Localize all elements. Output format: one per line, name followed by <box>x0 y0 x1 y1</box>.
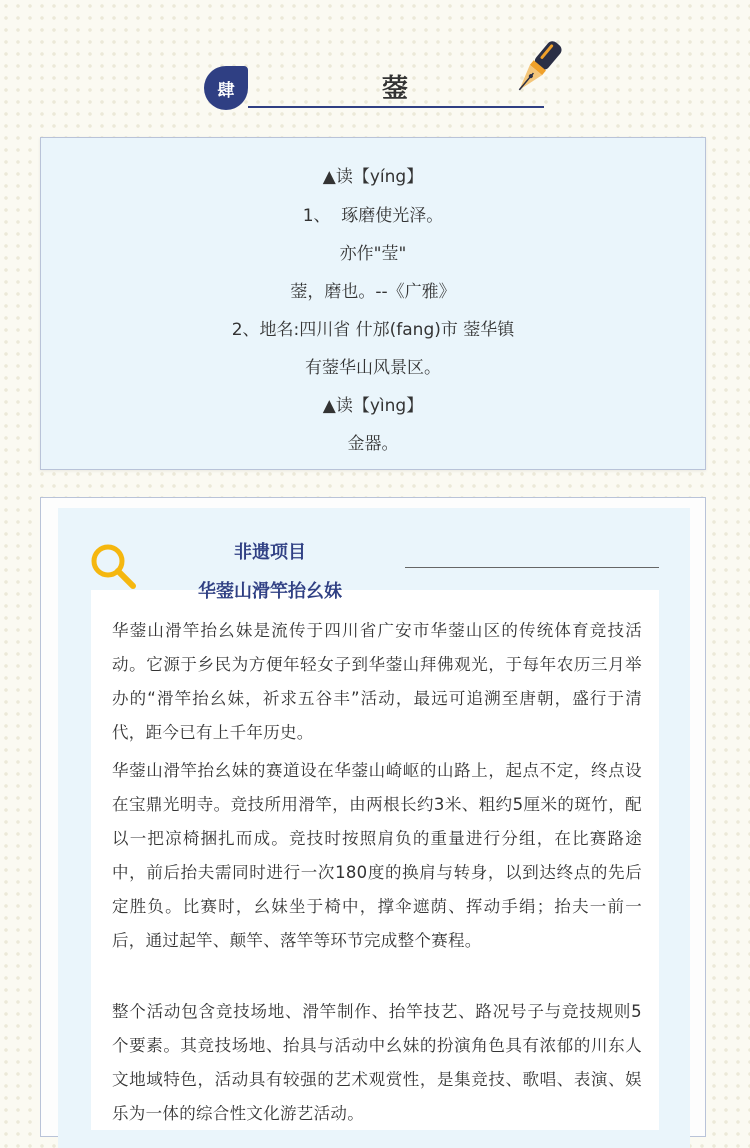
heritage-paragraph: 华蓥山滑竿抬幺妹的赛道设在华蓥山崎岖的山路上，起点不定，终点设在宝鼎光明寺。竞技所用滑竿，由两根长约3米、粗约5厘米的斑竹，配以一把凉椅捆扎而成。竞技时按照肩负的重量进行分组，在比赛路途中，前后抬夫需同时进行一次180度的换肩与转身，以到达终点的先后定胜负。比赛时，幺妹坐于椅中，撑伞遮荫、挥动手绢；抬夫一前一后，通过起竿、颠竿、落竿等环节完成整个赛程。 <box>112 761 642 950</box>
fountain-pen-icon <box>508 38 564 102</box>
heritage-paragraph: 整个活动包含竞技场地、滑竿制作、抬竿技艺、路况号子与竞技规则5个要素。其竞技场地、抬具与活动中幺妹的扮演角色具有浓郁的川东人文地域特色，活动具有较强的艺术观赏性，是集竞技、歌唱、表演、娱乐为一体的综合性文化游艺活动。 <box>112 1002 642 1123</box>
heritage-title: 华蓥山滑竿抬幺妹 <box>198 581 342 602</box>
title-underline <box>248 106 544 108</box>
definition-line: 1、 琢磨使光泽。 <box>302 206 444 226</box>
heritage-paragraph: 华蓥山滑竿抬幺妹是流传于四川省广安市华蓥山区的传统体育竞技活动。它源于乡民为方便年轻女子到华蓥山拜佛观光，于每年农历三月举办的“滑竿抬幺妹，祈求五谷丰”活动，最远可追溯至唐朝，盛行于清代，距今已有上千年历史。 <box>112 621 642 742</box>
definition-line: 金器。 <box>347 434 399 454</box>
definition-line: ▲读【yíng】 <box>322 167 424 187</box>
definition-line: 2、地名:四川省 什邡(fang)市 蓥华镇 <box>231 320 515 340</box>
search-icon <box>88 541 138 591</box>
definition-line: ▲读【yìng】 <box>322 396 424 416</box>
section-header <box>0 0 750 130</box>
heading-divider <box>405 567 659 568</box>
definition-line: 亦作"莹" <box>339 244 407 264</box>
page-title: 蓥 <box>381 74 408 104</box>
definition-line: 有蓥华山风景区。 <box>305 358 441 378</box>
section-number-badge: 肆 <box>204 66 248 110</box>
heritage-label: 非遗项目 <box>234 542 306 563</box>
definition-card <box>40 137 706 470</box>
definition-line: 蓥，磨也。--《广雅》 <box>290 282 456 302</box>
